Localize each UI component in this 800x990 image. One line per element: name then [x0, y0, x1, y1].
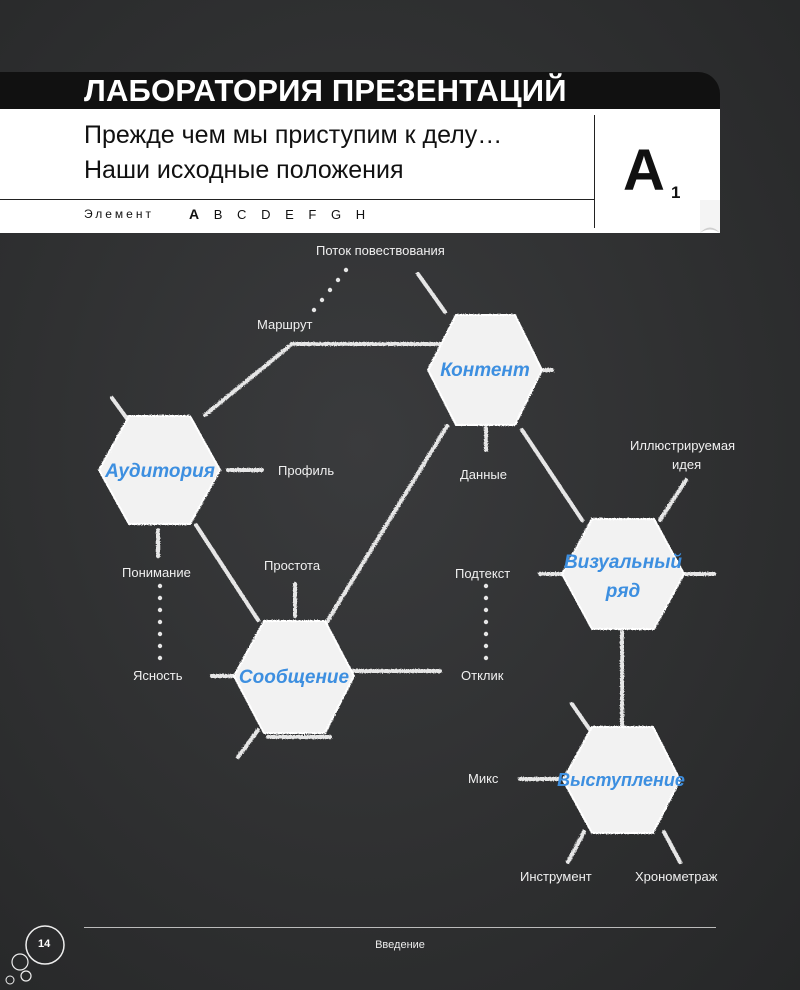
section-code: A — [623, 138, 665, 203]
element-letter-a[interactable]: A — [189, 206, 202, 222]
element-label: Элемент — [84, 207, 154, 221]
page-title: ЛАБОРАТОРИЯ ПРЕЗЕНТАЦИЙ — [84, 73, 567, 108]
label-subtext: Подтекст — [455, 566, 511, 581]
spoke-delivery-br — [664, 832, 680, 862]
spoke-content-top — [418, 274, 445, 312]
spoke-audience-left — [112, 398, 128, 420]
section-number: 1 — [671, 183, 681, 202]
label-mix: Микс — [468, 771, 499, 786]
hub-delivery: Выступление — [557, 770, 685, 790]
label-simplicity: Простота — [264, 558, 321, 573]
hex-visual — [562, 519, 684, 629]
link-audience-message — [196, 525, 258, 620]
label-illustrated-idea-2: идея — [672, 457, 702, 472]
element-letter-g[interactable]: G — [330, 207, 344, 222]
hub-visual-line-1: Визуальный — [563, 552, 683, 573]
label-understanding: Понимание — [122, 565, 191, 580]
link-audience-content — [205, 344, 292, 415]
hub-visual-line-2: ряд — [605, 581, 641, 602]
link-content-visual — [522, 430, 582, 520]
footer-section: Введение — [375, 939, 425, 951]
element-letter-d[interactable]: D — [261, 207, 273, 222]
label-instrument: Инструмент — [520, 869, 592, 884]
subtitle-line-2: Наши исходные положения — [84, 156, 404, 184]
hub-content: Контент — [440, 360, 530, 381]
element-letter-e[interactable]: E — [285, 207, 296, 222]
label-route: Маршрут — [257, 317, 313, 332]
label-clarity: Ясность — [133, 668, 183, 683]
element-letter-b[interactable]: B — [213, 207, 225, 222]
link-content-message — [325, 426, 447, 625]
element-letter-f[interactable]: F — [308, 207, 319, 222]
element-letter-c[interactable]: C — [237, 207, 249, 222]
page-number: 14 — [38, 938, 51, 950]
label-illustrated-idea-1: Иллюстрируемая — [630, 438, 736, 453]
element-letter-h[interactable]: H — [355, 207, 368, 222]
label-story-flow: Поток повествования — [316, 243, 445, 258]
spoke-visual-top — [660, 480, 686, 520]
subtitle-line-1: Прежде чем мы приступим к делу… — [84, 121, 503, 149]
hub-message: Сообщение — [238, 667, 350, 688]
label-response: Отклик — [461, 668, 504, 683]
spoke-message-bottom-left — [238, 730, 258, 757]
spoke-delivery-top — [572, 704, 590, 730]
hub-audience: Аудитория — [105, 461, 215, 482]
spoke-delivery-bl — [568, 832, 584, 862]
label-data: Данные — [460, 467, 507, 482]
label-profile: Профиль — [278, 463, 335, 478]
label-timing: Хронометраж — [635, 869, 718, 884]
footer-divider — [84, 927, 716, 928]
